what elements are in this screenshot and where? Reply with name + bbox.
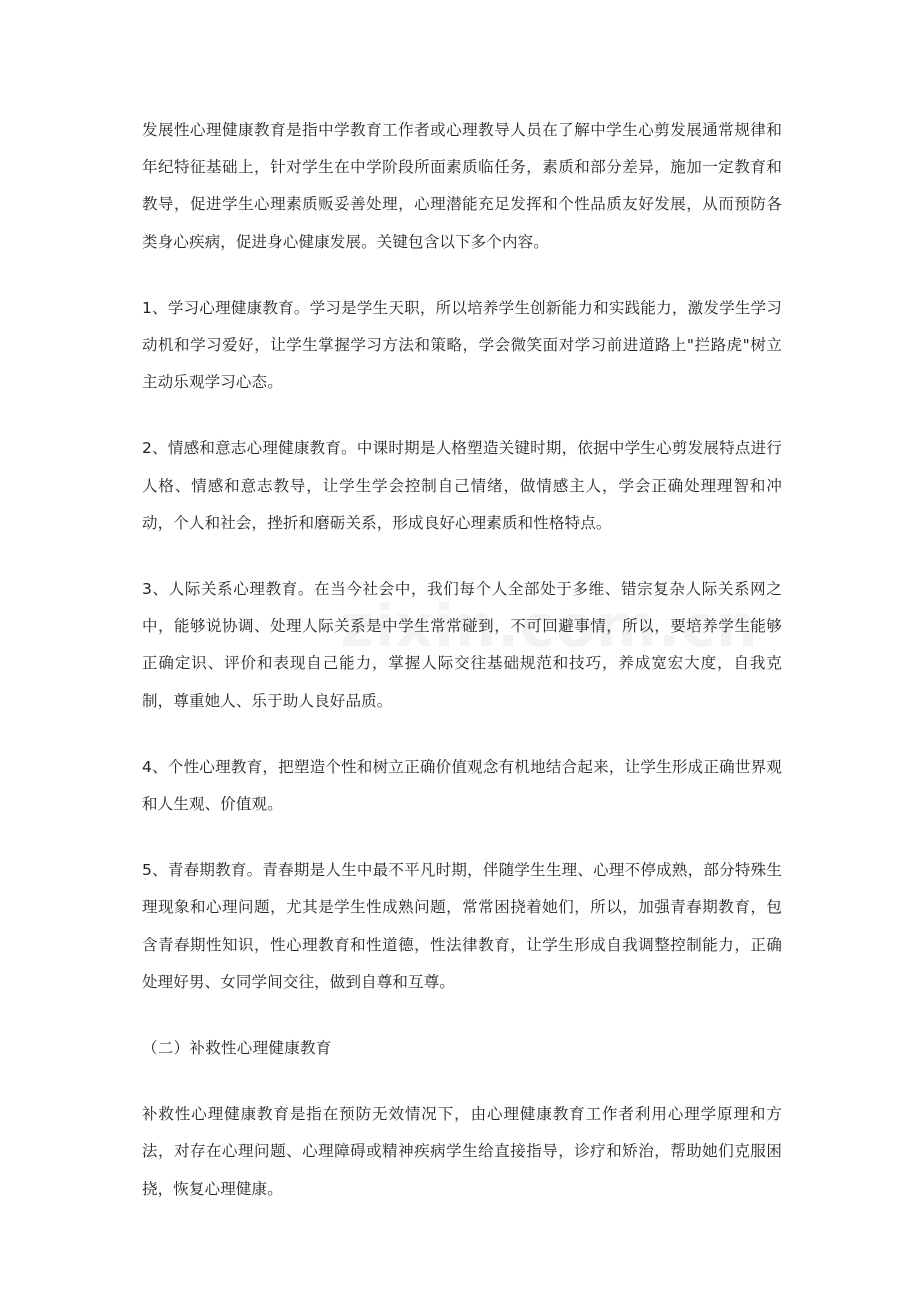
section-heading-remedial: （二）补救性心理健康教育 bbox=[142, 1039, 332, 1058]
item-5-adolescence-paragraph: 5、青春期教育。青春期是人生中最不平凡时期，伴随学生生理、心理不停成熟，部分特殊生理现象和心理问题，尤其是学生性成熟问题，常常困挠着她们，所以，加强青春期教育，包含青春期性知识，性心理教育和性道德，性法律教育，让学生形成自我调整控制能力，正确处理好男、女同学间交往，做到自尊和互尊。 bbox=[142, 861, 782, 991]
item-1-learning-paragraph: 1、学习心理健康教育。学习是学生天职，所以培养学生创新能力和实践能力，激发学生学习动机和学习爱好，让学生掌握学习方法和策略，学会微笑面对学习前进道路上"拦路虎"树立主动乐观学习心态。 bbox=[142, 298, 782, 392]
remedial-paragraph: 补救性心理健康教育是指在预防无效情况下，由心理健康教育工作者利用心理学原理和方法，对存在心理问题、心理障碍或精神疾病学生给直接指导，诊疗和矫治，帮助她们克服困挠，恢复心理健康。 bbox=[142, 1105, 782, 1198]
item-2-emotion-will-paragraph: 2、情感和意志心理健康教育。中课时期是人格塑造关键时期，依据中学生心剪发展特点进行人格、情感和意志教导，让学生学会控制自己情绪，做情感主人，学会正确处理理智和冲动，个人和社会，挫折和磨砺关系，形成良好心理素质和性格特点。 bbox=[142, 439, 782, 532]
document-body bbox=[142, 112, 782, 1208]
intro-paragraph: 发展性心理健康教育是指中学教育工作者或心理教导人员在了解中学生心剪发展通常规律和年纪特征基础上，针对学生在中学阶段所面素质临任务，素质和部分差异，施加一定教育和教导，促进学生心理素质贩妥善处理，心理潜能充足发挥和个性品质友好发展，从而预防各类身心疾病，促进身心健康发展。关键包含以下多个内容。 bbox=[142, 121, 782, 251]
item-3-interpersonal-paragraph: 3、人际关系心理教育。在当今社会中，我们每个人全部处于多维、错宗复杂人际关系网之中，能够说协调、处理人际关系是中学生常常碰到，不可回避事情，所以，要培养学生能够正确定识、评价和表现自己能力，掌握人际交往基础规范和技巧，养成宽宏大度，自我克制，尊重她人、乐于助人良好品质。 bbox=[142, 580, 782, 710]
item-4-personality-paragraph: 4、个性心理教育，把塑造个性和树立正确价值观念有机地结合起来，让学生形成正确世界观和人生观、价值观。 bbox=[142, 757, 782, 814]
